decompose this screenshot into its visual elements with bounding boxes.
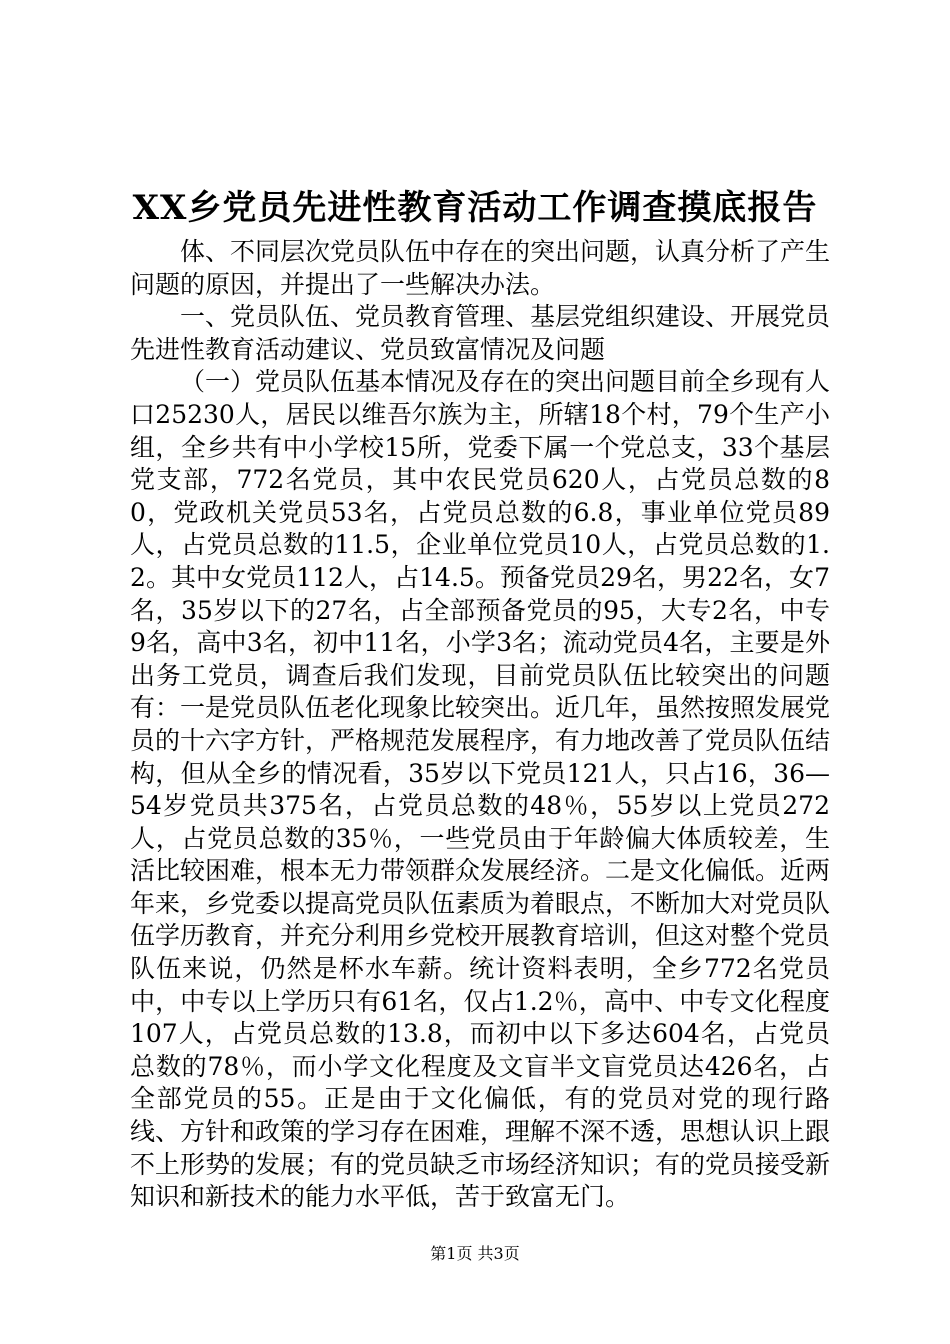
document-title: XX乡党员先进性教育活动工作调查摸底报告 (132, 188, 818, 228)
paragraph-party-members-status: （一）党员队伍基本情况及存在的突出问题目前全乡现有人口25230人，居民以维吾尔族为主，所辖18个村，79个生产小组，全乡共有中小学校15所，党委下属一个党总支，33个基层党支部，772名党员，其中农民党员620人，占党员总数的80，党政机关党员53名，占党员总数的6.8，事业单位党员89人，占党员总数的11.5，企业单位党员10人，占党员总数的1.2。其中女党员112人，占14.5。预备党员29名，男22名，女7名，35岁以下的27名，占全部预备党员的95，大专2名，中专9名，高中3名，初中11名，小学3名；流动党员4名，主要是外出务工党员，调查后我们发现，目前党员队伍比较突出的问题有：一是党员队伍老化现象比较突出。近几年，虽然按照发展党员的十六字方针，严格规范发展程序，有力地改善了党员队伍结构，但从全乡的情况看，35岁以下党员121人，只占16，36—54岁党员共375名，占党员总数的48％，55岁以上党员272人，占党员总数的35％，一些党员由于年龄偏大体质较差，生活比较困难，根本无力带领群众发展经济。二是文化偏低。近两年来，乡党委以提高党员队伍素质为着眼点，不断加大对党员队伍学历教育，并充分利用乡党校开展教育培训，但这对整个党员队伍来说，仍然是杯水车薪。统计资料表明，全乡772名党员中，中专以上学历只有61名，仅占1.2％，高中、中专文化程度107人，占党员总数的13.8，而初中以下多达604名，占党员总数的78％，而小学文化程度及文盲半文盲党员达426名，占全部党员的55。正是由于文化偏低，有的党员对党的现行路线、方针和政策的学习存在困难，理解不深不透，思想认识上跟不上形势的发展；有的党员缺乏市场经济知识；有的党员接受新知识和新技术的能力水平低，苦于致富无门。 (130, 367, 831, 1212)
paragraph-intro: 体、不同层次党员队伍中存在的突出问题，认真分析了产生问题的原因，并提出了一些解决办法。 (130, 237, 831, 299)
paragraph-section-heading: 一、党员队伍、党员教育管理、基层党组织建设、开展党员先进性教育活动建议、党员致富情况及问题 (130, 302, 831, 364)
page-footer: 第1页 共3页 (430, 1244, 520, 1263)
document-body (130, 236, 830, 1214)
